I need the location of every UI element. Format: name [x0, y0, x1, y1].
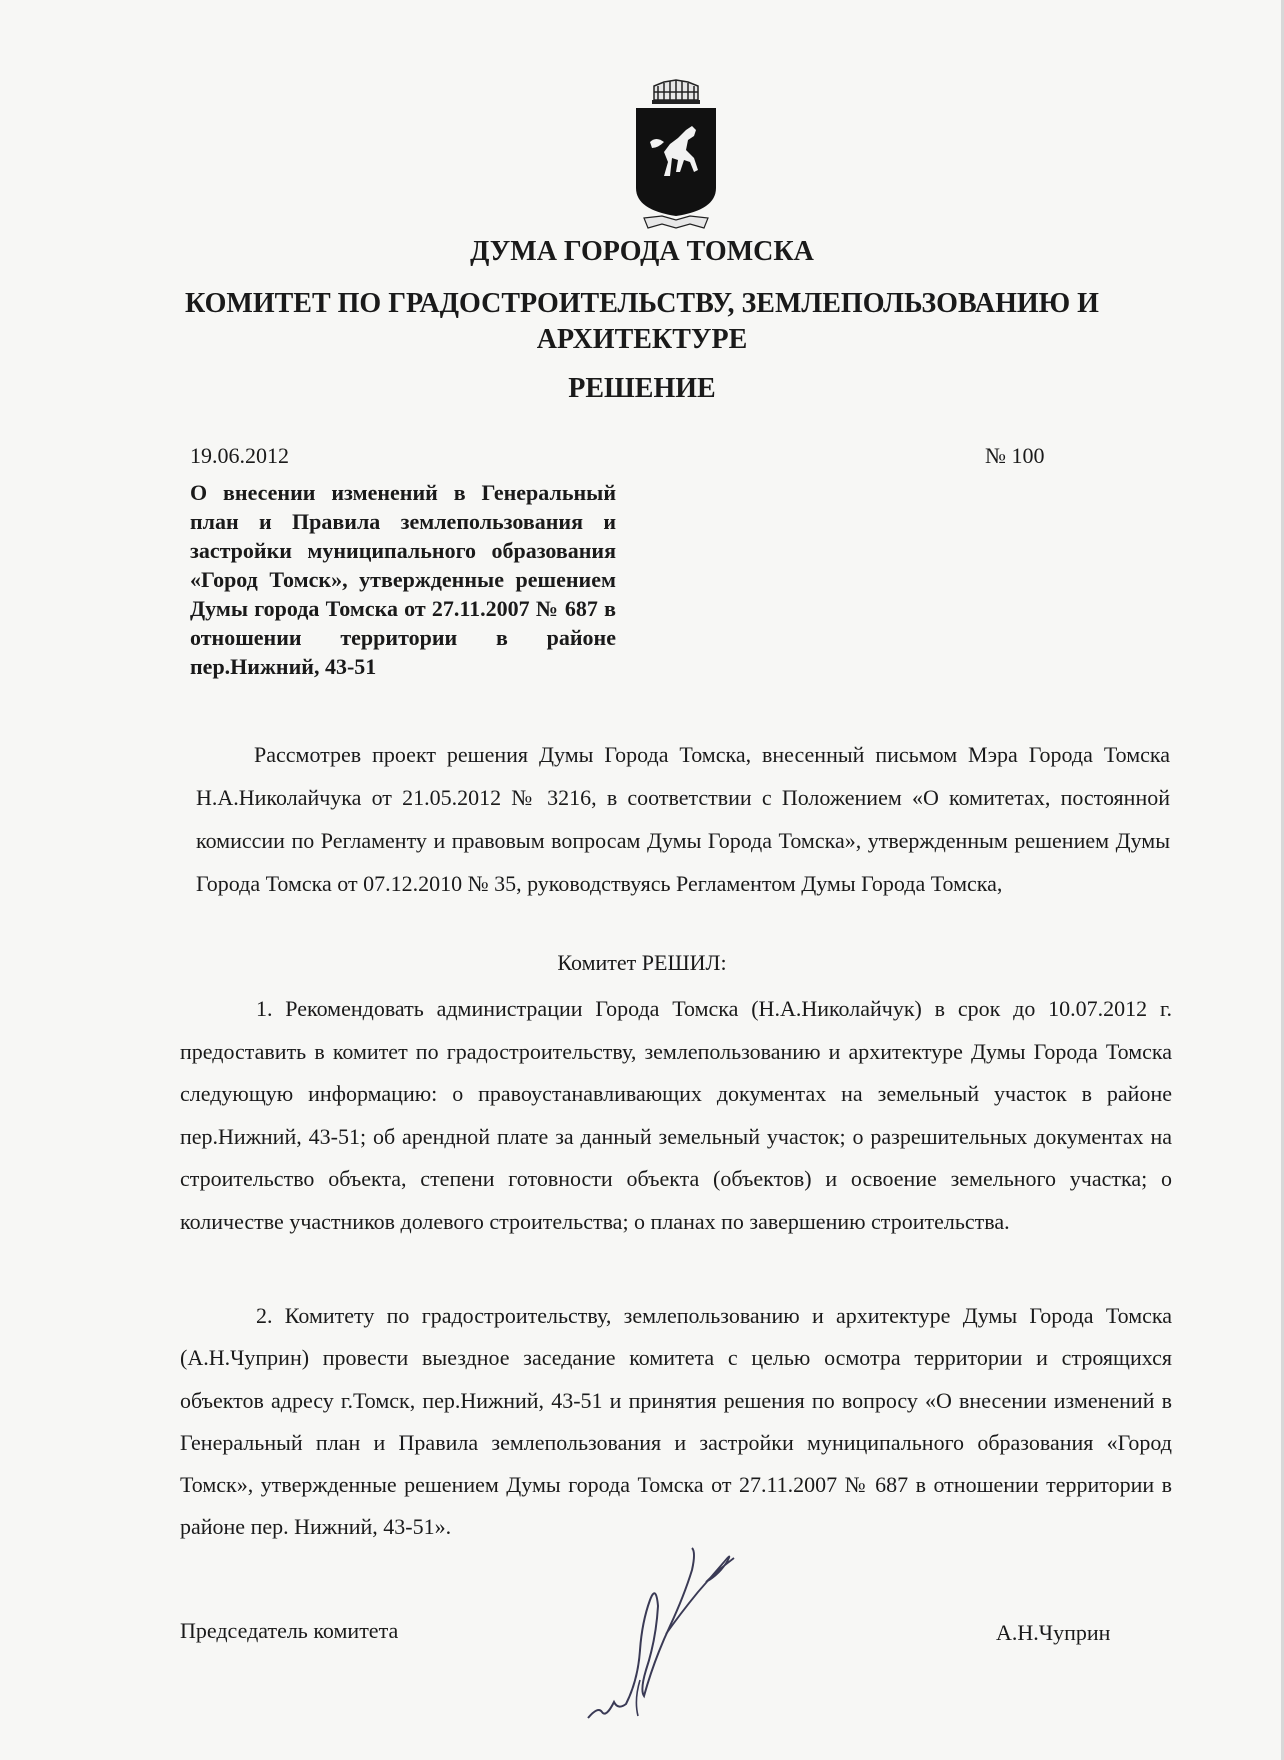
- committee-title-text: КОМИТЕТ ПО ГРАДОСТРОИТЕЛЬСТВУ, ЗЕМЛЕПОЛЬЗОВАНИЮ И АРХИТЕКТУРЕ: [185, 288, 1099, 355]
- resolution-item-2: 2. Комитету по градостроительству, землепользованию и архитектуре Думы Города Томска (А.Н.Чуприн) провести выездное заседание комитета с целью осмотра территории и строящихся объектов адресу г.Томск, пер.Нижний, 43-51 и принятия решения по вопросу «О внесении изменений в Генеральный план и Правила землепользования и застройки муниципального образования «Город Томск», утвержденные решением Думы города Томска от 27.11.2007 № 687 в отношении территории в районе пер. Нижний, 43-51».: [180, 1303, 1172, 1540]
- resolution-heading: Комитет РЕШИЛ:: [557, 950, 727, 975]
- signatory-name: А.Н.Чуприн: [996, 1620, 1111, 1645]
- signatory-title: Председатель комитета: [180, 1618, 399, 1643]
- decision-date: 19.06.2012: [190, 443, 289, 468]
- duma-title: ДУМА ГОРОДА ТОМСКА: [470, 236, 814, 267]
- document-type: РЕШЕНИЕ: [568, 373, 716, 404]
- committee-title: [0, 286, 1284, 358]
- decision-number: № 100: [985, 443, 1045, 468]
- tomsk-coat-of-arms-icon: [628, 78, 724, 230]
- resolution-item-1: 1. Рекомендовать администрации Города Томска (Н.А.Николайчук) в срок до 10.07.2012 г. предоставить в комитет по градостроительству, землепользованию и архитектуре Думы Города Томска следующую информацию: о правоустанавливающих документах на земельный участок в районе пер.Нижний, 43-51; об арендной плате за данный земельный участок; о разрешительных документах на строительство объекта, степени готовности объекта (объектов) и освоение земельного участка; о количестве участников долевого строительства; о планах по завершению строительства.: [180, 996, 1172, 1234]
- preamble-paragraph: Рассмотрев проект решения Думы Города Томска, внесенный письмом Мэра Города Томска Н.А.Николайчука от 21.05.2012 № 3216, в соответствии с Положением «О комитетах, постоянной комиссии по Регламенту и правовым вопросам Думы Города Томска», утвержденным решением Думы Города Томска от 07.12.2010 № 35, руководствуясь Регламентом Думы Города Томска,: [196, 742, 1170, 896]
- handwritten-signature-icon: [580, 1530, 780, 1730]
- decision-subject: О внесении изменений в Генеральный план и Правила землепользования и застройки муниципального образования «Город Томск», утвержденные решением Думы города Томска от 27.11.2007 № 687 в отношении территории в районе пер.Нижний, 43-51: [190, 480, 616, 679]
